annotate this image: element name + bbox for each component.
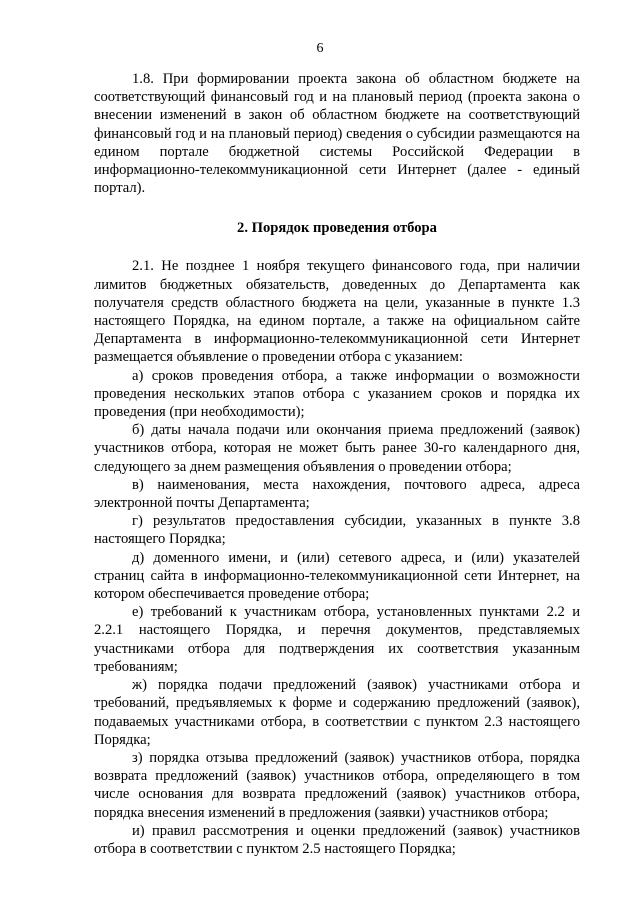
list-item-v: в) наименования, места нахождения, почтового адреса, адреса электронной почты Департамента; (94, 476, 580, 512)
list-item-g: г) результатов предоставления субсидии, указанных в пункте 3.8 настоящего Порядка; (94, 513, 580, 548)
list-item-zh: ж) порядка подачи предложений (заявок) участниками отбора и требований, предъявляемых к форме и содержанию предложений (заявок), подаваемых участниками отбора, в соответствии с пунктом 2.3 настоящего Порядка; (94, 677, 580, 748)
list-item-d: д) доменного имени, и (или) сетевого адреса, и (или) указателей страниц сайта в информационно-телекоммуникационной сети Интернет, на котором обеспечивается проведение отбора; (94, 549, 580, 603)
list-item-b: б) даты начала подачи или окончания приема предложений (заявок) участников отбора, которая не может быть ранее 30-го календарного дня, следующего за днем размещения объявления о проведении отбора; (94, 422, 580, 475)
page-number: 6 (316, 41, 324, 56)
section-2-heading: 2. Порядок проведения отбора (237, 220, 437, 237)
paragraph-2-1: 2.1. Не позднее 1 ноября текущего финансового года, при наличии лимитов бюджетных обязательств, доведенных до Департамента как получателя средств областного бюджета на цели, указанные в пункте 1.3 настоящего Порядка, на едином портале, а также на официальном сайте Департамента в информационно-телекоммуникационной сети Интернет размещается объявление о проведении отбора с указанием: (94, 258, 580, 366)
list-item-a: а) сроков проведения отбора, а также информации о возможности проведения нескольких этапов отбора с указанием сроков и порядка их проведения (при необходимости); (94, 367, 580, 421)
document-body (94, 70, 580, 858)
paragraph-1-8: 1.8. При формировании проекта закона об областном бюджете на соответствующий финансовый год и на плановый период (проекта закона о внесении изменений в закон об областном бюджете на соответствующий финансовый год и на плановый период) сведения о субсидии размещаются на едином портале бюджетной системы Российской Федерации в информационно-телекоммуникационной сети Интернет (далее - единый портал). (94, 71, 580, 197)
list-item-i: и) правил рассмотрения и оценки предложений (заявок) участников отбора в соответствии с пунктом 2.5 настоящего Порядка; (94, 822, 580, 857)
list-item-z: з) порядка отзыва предложений (заявок) участников отбора, порядка возврата предложений (заявок) участников отбора, определяющего в том числе основания для возврата предложений (заявок) участников отбора, порядка внесения изменений в предложения (заявки) участников отбора; (94, 749, 580, 821)
list-item-e: е) требований к участникам отбора, установленных пунктами 2.2 и 2.2.1 настоящего Порядка, и перечня документов, представляемых участниками отбора для подтверждения их соответствия указанным требованиям; (94, 604, 580, 675)
